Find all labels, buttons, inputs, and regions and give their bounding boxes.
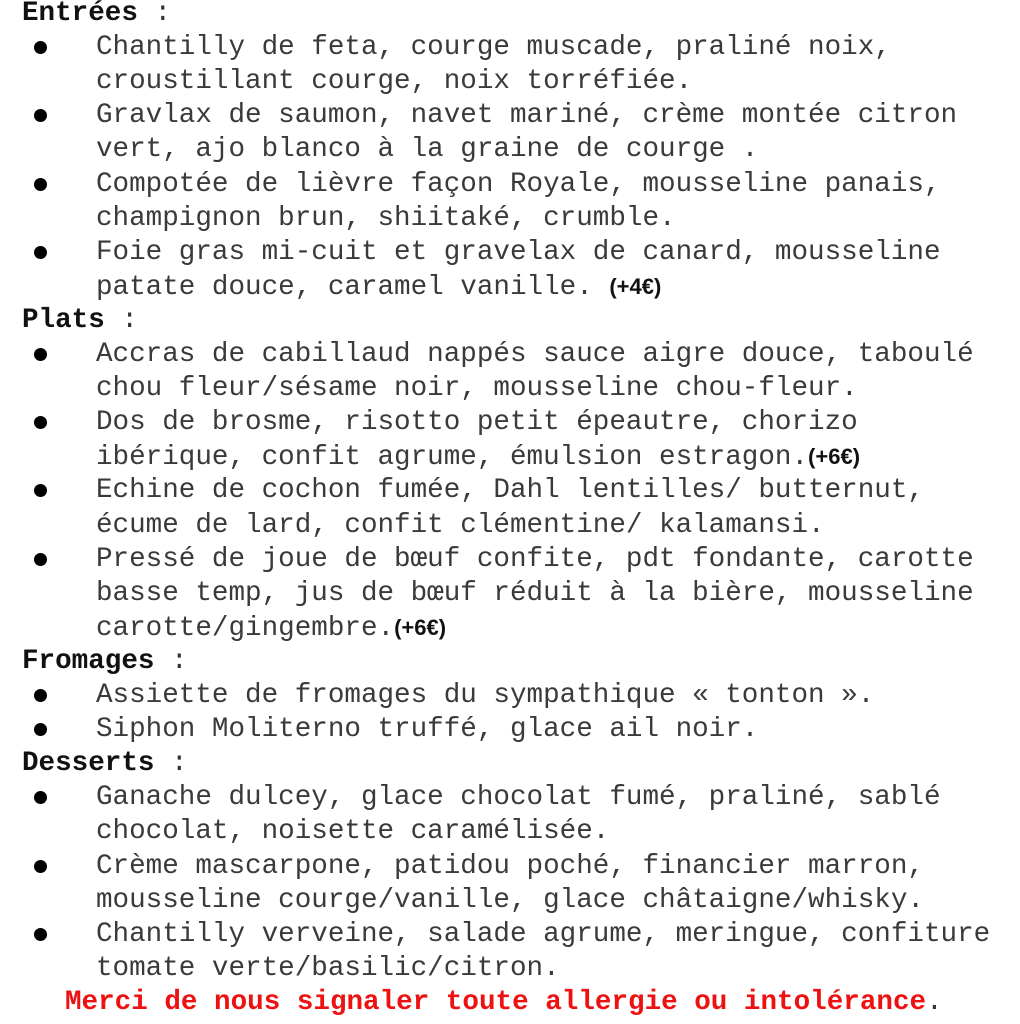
menu-item-text: [96, 918, 990, 952]
menu-item-line: Pressé de joue de bœuf confite, pdt fondante, carotte: [96, 543, 974, 575]
menu-item-text: [96, 781, 941, 815]
menu-item-text: [96, 168, 941, 202]
bullet-icon: [34, 928, 47, 941]
menu-item-line: Chantilly verveine, salade agrume, meringue, confiture: [96, 918, 991, 950]
heading-colon: :: [104, 304, 138, 336]
menu-item-text: [96, 679, 874, 713]
menu-item-text: [96, 952, 560, 986]
menu-item-line: Accras de cabillaud nappés sauce aigre douce, taboulé: [96, 339, 974, 370]
section-heading: [22, 304, 138, 338]
menu-item-text: [96, 372, 858, 406]
bullet-icon: [34, 723, 47, 736]
menu-item-text: [96, 338, 974, 372]
menu-item-line: Compotée de lièvre façon Royale, mousseline panais,: [96, 168, 941, 200]
bullet-icon: [34, 791, 47, 804]
menu-item-text: [96, 406, 858, 440]
menu-item-text: [96, 65, 692, 99]
heading-colon: :: [154, 645, 188, 677]
menu-item-line: Chantilly de feta, courge muscade, praliné noix,: [96, 32, 891, 64]
heading-colon: :: [137, 0, 172, 29]
bullet-icon: [34, 178, 47, 191]
allergy-notice: [65, 986, 943, 1020]
menu-item-text: [96, 99, 957, 133]
section-title: Desserts: [22, 748, 155, 780]
menu-item-line: croustillant courge, noix torréfiée.: [96, 66, 693, 98]
bullet-icon: [34, 860, 47, 873]
bullet-icon: [34, 41, 47, 54]
menu-item-line: écume de lard, confit clémentine/ kalamansi.: [96, 509, 825, 541]
section-heading: [22, 645, 188, 679]
menu-item-text: [96, 474, 924, 508]
menu-item-line: Assiette de fromages du sympathique « tonton ».: [96, 680, 875, 711]
menu-item-text: [96, 270, 661, 305]
menu-item-line: mousseline courge/vanille, glace châtaigne/whisky.: [96, 884, 924, 916]
menu-item-line: Crème mascarpone, patidou poché, financier marron,: [96, 850, 924, 882]
bullet-icon: [34, 109, 47, 122]
menu-item-line: chou fleur/sésame noir, mousseline chou-fleur.: [96, 373, 858, 405]
section-title: Fromages: [22, 645, 155, 677]
menu-item-line: tomate verte/basilic/citron.: [96, 952, 560, 984]
menu-item-text: [96, 884, 924, 918]
price-supplement: (+6€): [808, 444, 861, 470]
price-supplement: (+6€): [394, 614, 447, 640]
bullet-icon: [34, 348, 47, 361]
menu-item-line: chocolat, noisette caramélisée.: [96, 816, 610, 848]
menu-item-text: [96, 440, 860, 475]
menu-item-line: Dos de brosme, risotto petit épeautre, chorizo: [96, 407, 858, 439]
menu-item-line: basse temp, jus de bœuf réduit à la bière, mousseline: [96, 577, 974, 609]
menu-item-text: [96, 577, 974, 611]
menu-item-line: Foie gras mi-cuit et gravelax de canard, mousseline: [96, 236, 941, 268]
menu-item-text: [96, 133, 758, 167]
menu-item-text: [96, 815, 609, 849]
section-heading: [22, 0, 171, 31]
menu-item-line: Siphon Moliterno truffé, glace ail noir.: [96, 714, 759, 746]
allergy-notice-text: Merci de nous signaler toute allergie ou intolérance: [65, 986, 927, 1018]
bullet-icon: [34, 416, 47, 429]
menu-item-text: [96, 543, 974, 577]
bullet-icon: [34, 246, 47, 259]
menu-item-line: ibérique, confit agrume, émulsion estragon.: [96, 442, 809, 474]
heading-colon: :: [154, 748, 188, 780]
bullet-icon: [34, 689, 47, 702]
menu-item-line: Ganache dulcey, glace chocolat fumé, praliné, sablé: [96, 782, 941, 814]
menu-item-text: [96, 31, 891, 65]
price-supplement: (+4€): [609, 273, 662, 299]
allergy-notice-period: .: [926, 986, 943, 1018]
section-heading: [22, 747, 188, 781]
menu-item-text: [96, 713, 758, 747]
menu-item-line: patate douce, caramel vanille.: [96, 271, 610, 303]
bullet-icon: [34, 553, 47, 566]
menu-item-line: Echine de cochon fumée, Dahl lentilles/ butternut,: [96, 475, 924, 507]
menu-item-text: [96, 850, 924, 884]
menu-item-text: [96, 611, 446, 646]
section-title: Entrées: [22, 0, 138, 29]
menu-item-text: [96, 509, 825, 543]
menu-item-line: Gravlax de saumon, navet mariné, crème montée citron: [96, 100, 958, 132]
section-title: Plats: [22, 304, 105, 336]
bullet-icon: [34, 484, 47, 497]
menu-item-line: vert, ajo blanco à la graine de courge .: [96, 134, 759, 166]
menu-item-text: [96, 202, 676, 236]
menu-item-line: champignon brun, shiitaké, crumble.: [96, 202, 676, 234]
menu-item-text: [96, 236, 941, 270]
menu-item-line: carotte/gingembre.: [96, 612, 395, 644]
